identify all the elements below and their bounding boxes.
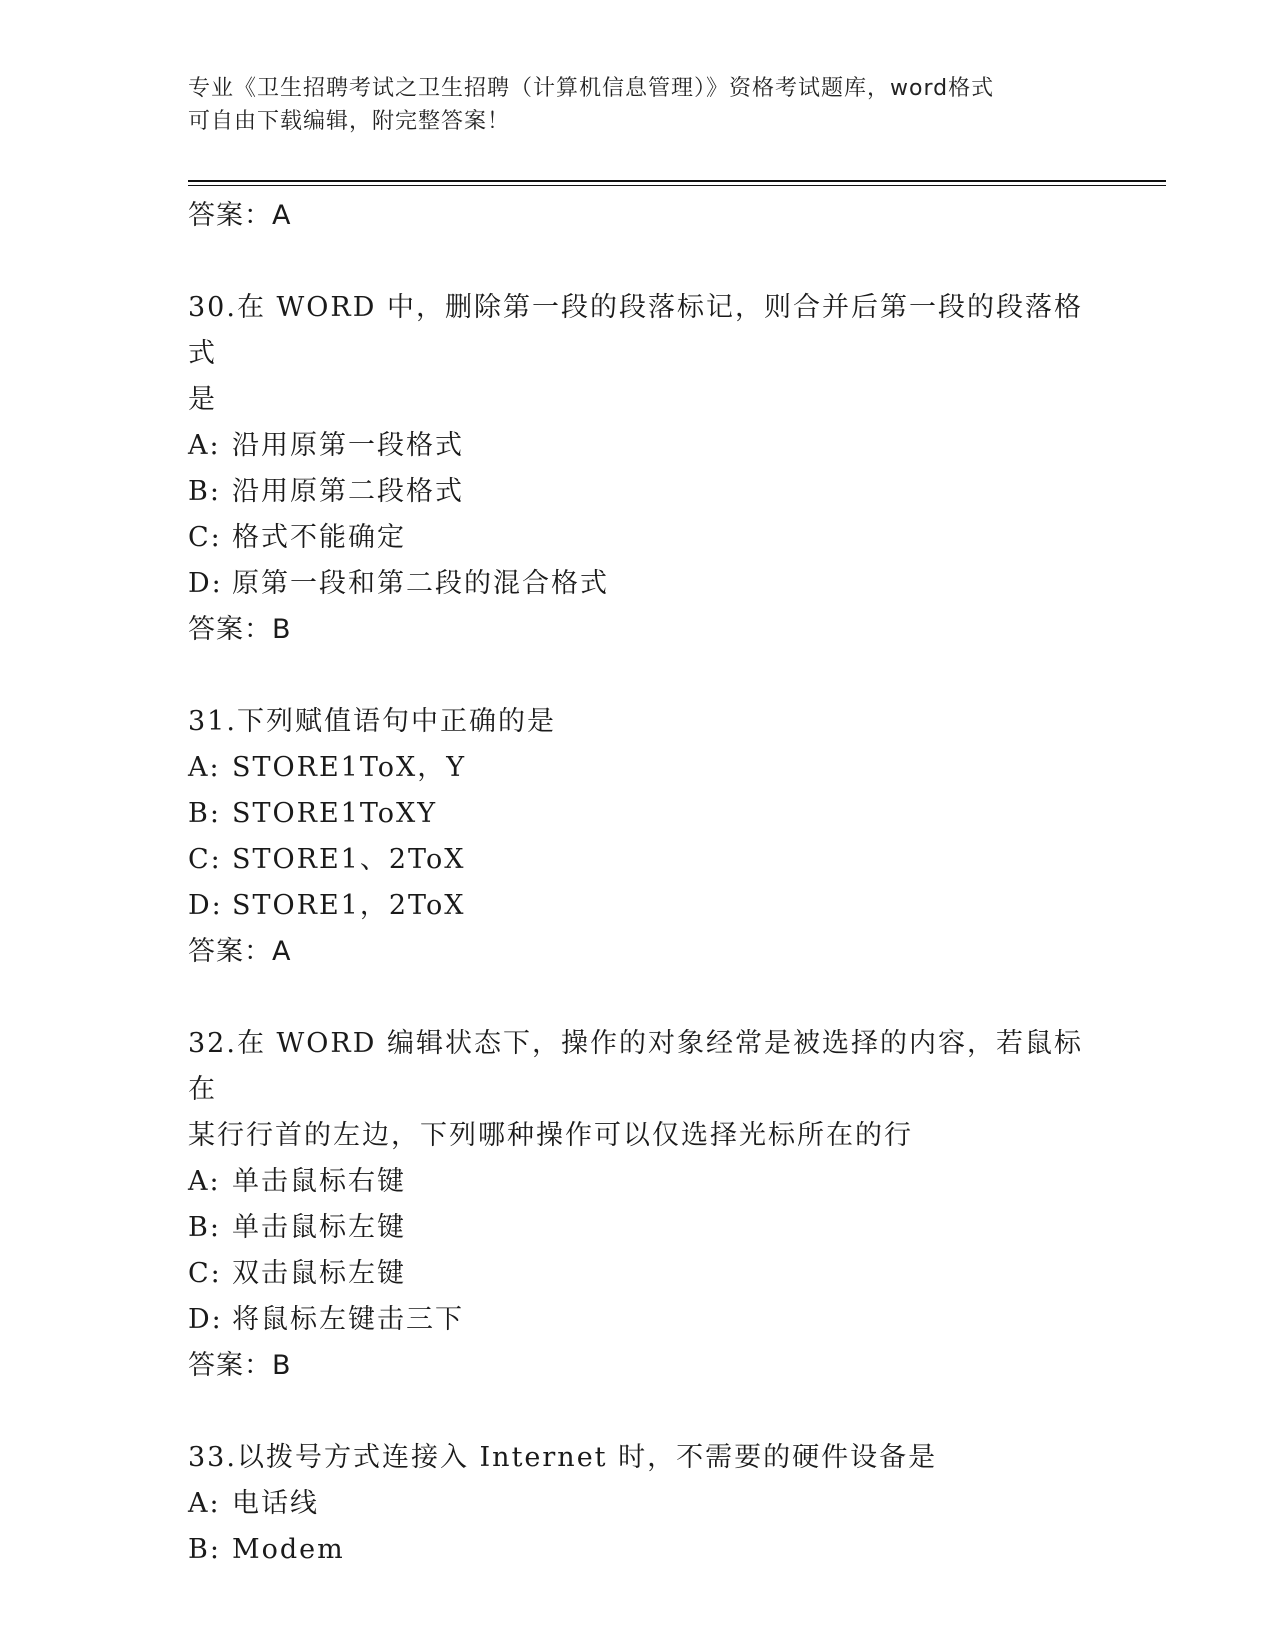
option-a	[188, 423, 1088, 469]
question-stem-line-2: 某行行首的左边，下列哪种操作可以仅选择光标所在的行	[188, 1120, 913, 1151]
option-letter: C:	[188, 1258, 222, 1289]
header-divider-thick	[188, 180, 1166, 182]
option-letter: A:	[188, 1166, 221, 1197]
question-block	[188, 699, 1088, 975]
header-divider-thin	[188, 185, 1166, 186]
option-text: 沿用原第二段格式	[232, 476, 464, 507]
answer-prefix: 答案：	[188, 614, 272, 645]
answer-value: B	[272, 1350, 292, 1381]
answer-value: B	[272, 614, 292, 645]
option-letter: B:	[188, 798, 221, 829]
option-d	[188, 561, 1088, 607]
question-list	[188, 193, 1088, 1573]
option-letter: B:	[188, 1534, 221, 1565]
option-letter: D:	[188, 568, 223, 599]
option-letter: B:	[188, 1212, 221, 1243]
option-a	[188, 1159, 1088, 1205]
option-letter: C:	[188, 522, 222, 553]
answer-line	[188, 193, 1088, 239]
answer-prefix: 答案：	[188, 936, 272, 967]
document-header	[188, 72, 1088, 138]
option-d	[188, 883, 1088, 929]
header-line-2: 可自由下载编辑，附完整答案！	[188, 109, 511, 134]
question-stem-line-2: 是	[188, 384, 217, 415]
spacer	[188, 239, 1088, 285]
answer-prefix: 答案：	[188, 1350, 272, 1381]
spacer	[188, 1389, 1088, 1435]
option-text: STORE1ToX，Y	[232, 752, 467, 783]
option-text: Modem	[232, 1534, 345, 1565]
option-text: 电话线	[232, 1488, 319, 1519]
option-text: 沿用原第一段格式	[232, 430, 464, 461]
option-text: 单击鼠标左键	[232, 1212, 406, 1243]
option-letter: C:	[188, 844, 222, 875]
option-text: 双击鼠标左键	[232, 1258, 406, 1289]
option-text: 将鼠标左键击三下	[232, 1304, 464, 1335]
option-letter: A:	[188, 430, 221, 461]
option-text: 原第一段和第二段的混合格式	[232, 568, 609, 599]
spacer	[188, 975, 1088, 1021]
option-letter: A:	[188, 752, 221, 783]
option-c	[188, 1251, 1088, 1297]
option-text: STORE1ToXY	[232, 798, 438, 829]
option-letter: D:	[188, 1304, 223, 1335]
option-b	[188, 1527, 1088, 1573]
question-stem-line-1: 30.在 WORD 中，删除第一段的段落标记，则合并后第一段的段落格式	[188, 292, 1083, 369]
question-block	[188, 1435, 1088, 1573]
answer-value: A	[272, 200, 292, 231]
answer-line	[188, 929, 1088, 975]
question-block	[188, 285, 1088, 653]
option-d	[188, 1297, 1088, 1343]
option-b	[188, 1205, 1088, 1251]
option-c	[188, 837, 1088, 883]
answer-line	[188, 1343, 1088, 1389]
option-b	[188, 791, 1088, 837]
option-a	[188, 745, 1088, 791]
question-block	[188, 1021, 1088, 1389]
option-a	[188, 1481, 1088, 1527]
question-stem-line-1: 32.在 WORD 编辑状态下，操作的对象经常是被选择的内容，若鼠标在	[188, 1028, 1083, 1105]
spacer	[188, 653, 1088, 699]
answer-value: A	[272, 936, 292, 967]
option-text: 格式不能确定	[232, 522, 406, 553]
question-stem: 31.下列赋值语句中正确的是	[188, 706, 556, 737]
answer-prefix: 答案：	[188, 200, 272, 231]
option-letter: D:	[188, 890, 223, 921]
question-stem: 33.以拨号方式连接入 Internet 时，不需要的硬件设备是	[188, 1442, 938, 1473]
option-text: STORE1、2ToX	[232, 844, 466, 875]
header-line-1: 专业《卫生招聘考试之卫生招聘（计算机信息管理）》资格考试题库，word格式	[188, 76, 995, 101]
option-letter: A:	[188, 1488, 221, 1519]
option-letter: B:	[188, 476, 221, 507]
answer-line	[188, 607, 1088, 653]
option-c	[188, 515, 1088, 561]
option-text: 单击鼠标右键	[232, 1166, 406, 1197]
option-text: STORE1，2ToX	[232, 890, 466, 921]
option-b	[188, 469, 1088, 515]
